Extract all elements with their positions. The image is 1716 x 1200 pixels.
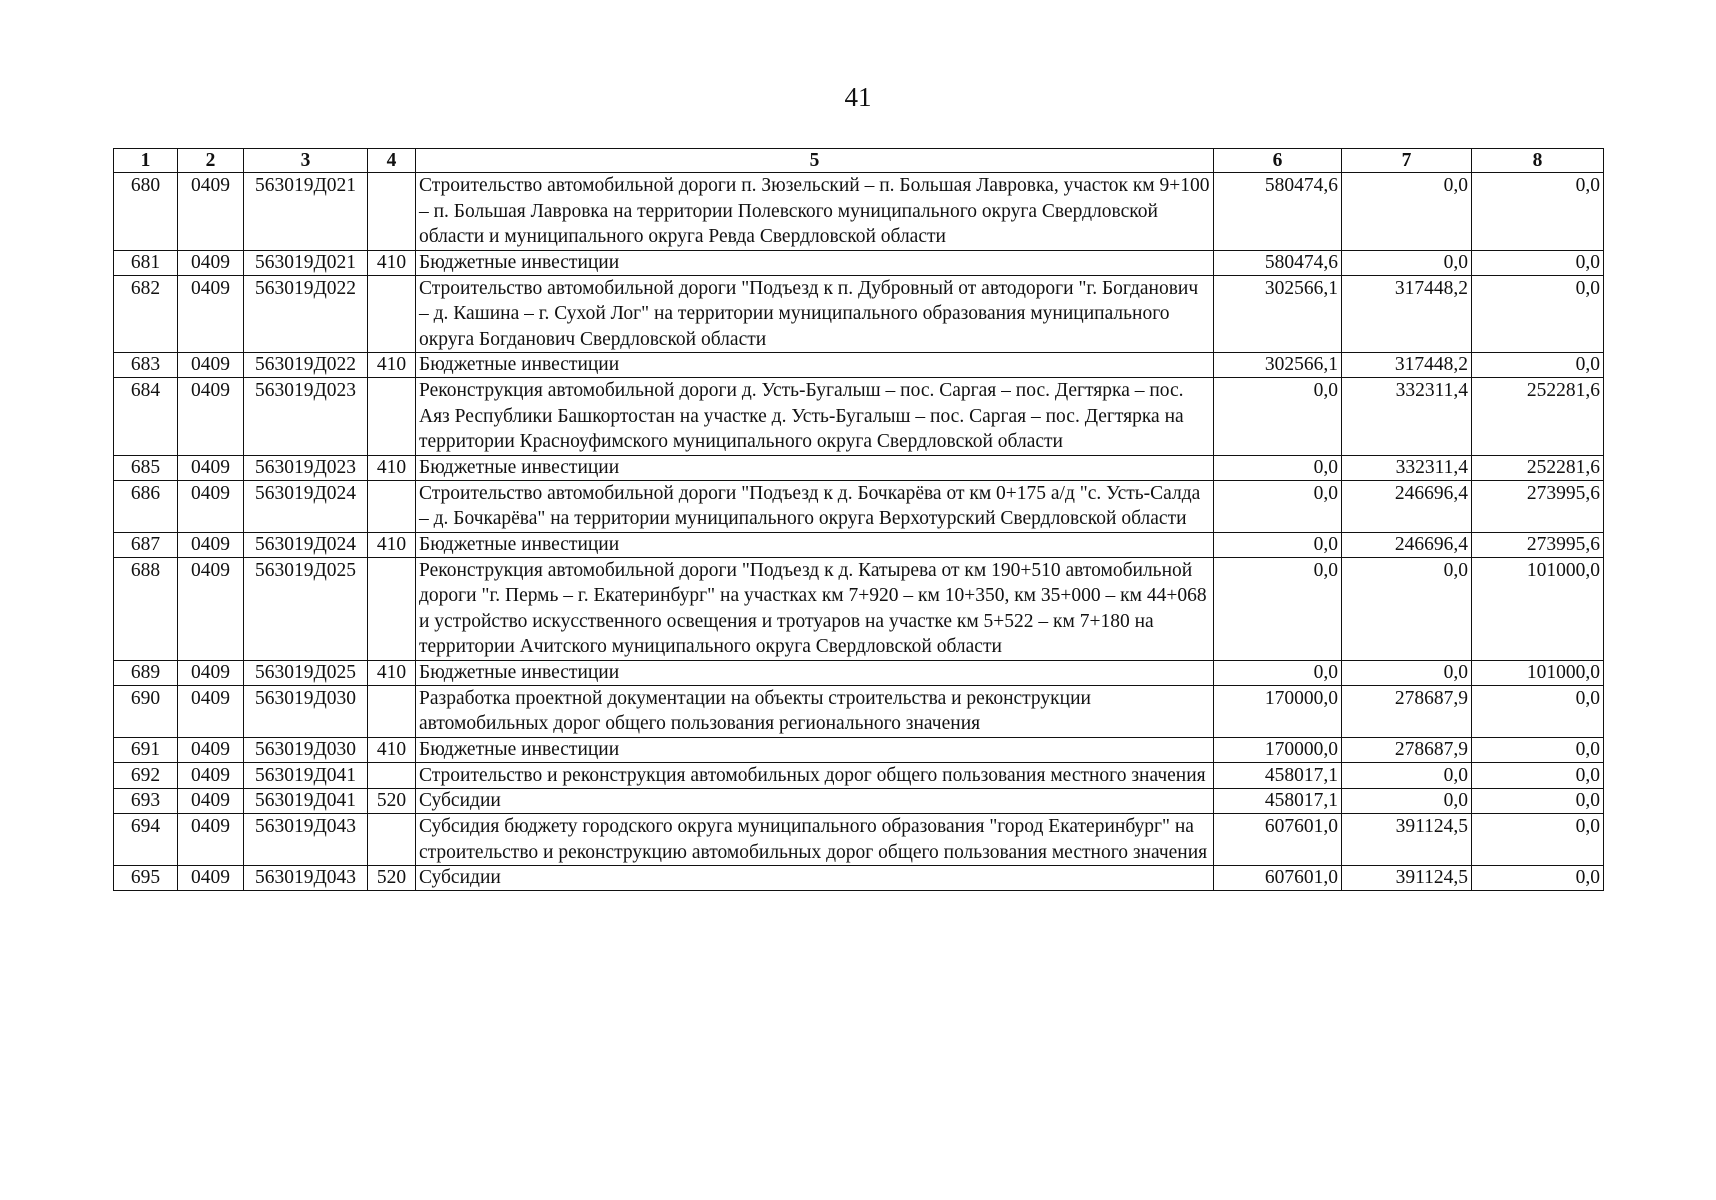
section-code-cell: 0409: [178, 353, 244, 378]
amount-col6-cell: 0,0: [1214, 557, 1342, 660]
table-row: [114, 737, 1604, 762]
header-row: [114, 149, 1604, 173]
amount-col8-cell: 0,0: [1472, 789, 1604, 814]
target-code-cell: 563019Д041: [244, 762, 368, 789]
expense-type-cell: 410: [368, 455, 416, 480]
row-number-cell: 687: [114, 532, 178, 557]
table-row: [114, 789, 1604, 814]
amount-col7-cell: 278687,9: [1342, 685, 1472, 737]
table-row: [114, 378, 1604, 456]
amount-col6-cell: 580474,6: [1214, 250, 1342, 275]
expense-type-cell: 520: [368, 789, 416, 814]
section-code-cell: 0409: [178, 762, 244, 789]
expense-type-cell: [368, 557, 416, 660]
section-code-cell: 0409: [178, 660, 244, 685]
amount-col7-cell: 332311,4: [1342, 378, 1472, 456]
column-header: 4: [368, 149, 416, 173]
description-cell: Строительство и реконструкция автомобильных дорог общего пользования местного значения: [416, 762, 1214, 789]
amount-col8-cell: 273995,6: [1472, 532, 1604, 557]
amount-col6-cell: 170000,0: [1214, 737, 1342, 762]
expense-type-cell: 410: [368, 532, 416, 557]
description-cell: Субсидии: [416, 789, 1214, 814]
amount-col7-cell: 391124,5: [1342, 814, 1472, 866]
row-number-cell: 693: [114, 789, 178, 814]
table-row: [114, 660, 1604, 685]
amount-col6-cell: 302566,1: [1214, 275, 1342, 353]
amount-col8-cell: 0,0: [1472, 685, 1604, 737]
amount-col7-cell: 0,0: [1342, 173, 1472, 251]
amount-col8-cell: 0,0: [1472, 814, 1604, 866]
amount-col7-cell: 0,0: [1342, 762, 1472, 789]
expense-type-cell: [368, 814, 416, 866]
expense-type-cell: 410: [368, 250, 416, 275]
row-number-cell: 680: [114, 173, 178, 251]
amount-col6-cell: 0,0: [1214, 660, 1342, 685]
expense-type-cell: [368, 173, 416, 251]
description-cell: Бюджетные инвестиции: [416, 660, 1214, 685]
amount-col6-cell: 0,0: [1214, 455, 1342, 480]
table-row: [114, 455, 1604, 480]
amount-col6-cell: 0,0: [1214, 480, 1342, 532]
description-cell: Разработка проектной документации на объекты строительства и реконструкции автомобильных дорог общего пользования регионального значения: [416, 685, 1214, 737]
amount-col7-cell: 0,0: [1342, 660, 1472, 685]
column-header: 1: [114, 149, 178, 173]
description-cell: Реконструкция автомобильной дороги "Подъезд к д. Катырева от км 190+510 автомобильной дороги "г. Пермь – г. Екатеринбург" на участках км 7+920 – км 10+350, км 35+000 – км 44+068 и устройство искусственного освещения и тротуаров на участке км 5+522 – км 7+180 на территории Ачитского муниципального округа Свердловской области: [416, 557, 1214, 660]
amount-col6-cell: 580474,6: [1214, 173, 1342, 251]
row-number-cell: 686: [114, 480, 178, 532]
description-cell: Бюджетные инвестиции: [416, 353, 1214, 378]
amount-col6-cell: 458017,1: [1214, 789, 1342, 814]
amount-col6-cell: 458017,1: [1214, 762, 1342, 789]
section-code-cell: 0409: [178, 532, 244, 557]
expense-type-cell: [368, 762, 416, 789]
description-cell: Реконструкция автомобильной дороги д. Усть-Бугалыш – пос. Саргая – пос. Дегтярка – пос. Аяз Республики Башкортостан на участке д. Усть-Бугалыш – пос. Саргая – пос. Дегтярка на территории Красноуфимского муниципального округа Свердловской области: [416, 378, 1214, 456]
table-row: [114, 866, 1604, 891]
table-row: [114, 762, 1604, 789]
section-code-cell: 0409: [178, 275, 244, 353]
section-code-cell: 0409: [178, 685, 244, 737]
amount-col7-cell: 391124,5: [1342, 866, 1472, 891]
target-code-cell: 563019Д022: [244, 353, 368, 378]
target-code-cell: 563019Д021: [244, 173, 368, 251]
row-number-cell: 692: [114, 762, 178, 789]
expense-type-cell: 410: [368, 353, 416, 378]
amount-col7-cell: 317448,2: [1342, 353, 1472, 378]
target-code-cell: 563019Д041: [244, 789, 368, 814]
row-number-cell: 689: [114, 660, 178, 685]
amount-col8-cell: 101000,0: [1472, 557, 1604, 660]
expense-type-cell: [368, 480, 416, 532]
amount-col8-cell: 0,0: [1472, 275, 1604, 353]
description-cell: Строительство автомобильной дороги п. Зюзельский – п. Большая Лавровка, участок км 9+100 – п. Большая Лавровка на территории Полевского муниципального округа Свердловской области и муниципального округа Ревда Свердловской области: [416, 173, 1214, 251]
target-code-cell: 563019Д043: [244, 814, 368, 866]
amount-col8-cell: 0,0: [1472, 250, 1604, 275]
page-number: 41: [844, 82, 872, 112]
target-code-cell: 563019Д030: [244, 737, 368, 762]
description-cell: Бюджетные инвестиции: [416, 737, 1214, 762]
amount-col6-cell: 302566,1: [1214, 353, 1342, 378]
table-row: [114, 353, 1604, 378]
expense-type-cell: 410: [368, 737, 416, 762]
amount-col7-cell: 0,0: [1342, 250, 1472, 275]
table-row: [114, 173, 1604, 251]
amount-col7-cell: 332311,4: [1342, 455, 1472, 480]
section-code-cell: 0409: [178, 250, 244, 275]
row-number-cell: 691: [114, 737, 178, 762]
description-cell: Субсидия бюджету городского округа муниципального образования "город Екатеринбург" на строительство и реконструкцию автомобильных дорог общего пользования местного значения: [416, 814, 1214, 866]
target-code-cell: 563019Д043: [244, 866, 368, 891]
amount-col8-cell: 0,0: [1472, 353, 1604, 378]
amount-col8-cell: 252281,6: [1472, 378, 1604, 456]
target-code-cell: 563019Д025: [244, 660, 368, 685]
section-code-cell: 0409: [178, 455, 244, 480]
amount-col7-cell: 317448,2: [1342, 275, 1472, 353]
table-row: [114, 275, 1604, 353]
budget-table: [113, 148, 1604, 891]
table-row: [114, 557, 1604, 660]
amount-col8-cell: 252281,6: [1472, 455, 1604, 480]
amount-col6-cell: 607601,0: [1214, 866, 1342, 891]
target-code-cell: 563019Д025: [244, 557, 368, 660]
amount-col8-cell: 0,0: [1472, 173, 1604, 251]
description-cell: Бюджетные инвестиции: [416, 250, 1214, 275]
table-row: [114, 480, 1604, 532]
target-code-cell: 563019Д030: [244, 685, 368, 737]
table-row: [114, 250, 1604, 275]
amount-col8-cell: 0,0: [1472, 866, 1604, 891]
description-cell: Строительство автомобильной дороги "Подъезд к д. Бочкарёва от км 0+175 а/д "с. Усть-Салда – д. Бочкарёва" на территории муниципального округа Верхотурский Свердловской области: [416, 480, 1214, 532]
amount-col8-cell: 101000,0: [1472, 660, 1604, 685]
table-row: [114, 685, 1604, 737]
section-code-cell: 0409: [178, 737, 244, 762]
amount-col6-cell: 0,0: [1214, 532, 1342, 557]
row-number-cell: 682: [114, 275, 178, 353]
column-header: 5: [416, 149, 1214, 173]
section-code-cell: 0409: [178, 789, 244, 814]
target-code-cell: 563019Д023: [244, 378, 368, 456]
section-code-cell: 0409: [178, 866, 244, 891]
column-header: 2: [178, 149, 244, 173]
section-code-cell: 0409: [178, 378, 244, 456]
expense-type-cell: 520: [368, 866, 416, 891]
target-code-cell: 563019Д024: [244, 532, 368, 557]
expense-type-cell: [368, 685, 416, 737]
amount-col8-cell: 273995,6: [1472, 480, 1604, 532]
amount-col6-cell: 170000,0: [1214, 685, 1342, 737]
column-header: 8: [1472, 149, 1604, 173]
amount-col6-cell: 607601,0: [1214, 814, 1342, 866]
row-number-cell: 695: [114, 866, 178, 891]
column-header: 3: [244, 149, 368, 173]
section-code-cell: 0409: [178, 173, 244, 251]
row-number-cell: 683: [114, 353, 178, 378]
column-header: 7: [1342, 149, 1472, 173]
target-code-cell: 563019Д024: [244, 480, 368, 532]
row-number-cell: 694: [114, 814, 178, 866]
row-number-cell: 688: [114, 557, 178, 660]
target-code-cell: 563019Д022: [244, 275, 368, 353]
amount-col8-cell: 0,0: [1472, 737, 1604, 762]
amount-col7-cell: 278687,9: [1342, 737, 1472, 762]
section-code-cell: 0409: [178, 557, 244, 660]
description-cell: Бюджетные инвестиции: [416, 532, 1214, 557]
amount-col7-cell: 0,0: [1342, 789, 1472, 814]
table-row: [114, 532, 1604, 557]
target-code-cell: 563019Д021: [244, 250, 368, 275]
amount-col7-cell: 0,0: [1342, 557, 1472, 660]
description-cell: Субсидии: [416, 866, 1214, 891]
column-header: 6: [1214, 149, 1342, 173]
expense-type-cell: [368, 275, 416, 353]
target-code-cell: 563019Д023: [244, 455, 368, 480]
expense-type-cell: 410: [368, 660, 416, 685]
amount-col8-cell: 0,0: [1472, 762, 1604, 789]
description-cell: Строительство автомобильной дороги "Подъезд к п. Дубровный от автодороги "г. Богданович – д. Кашина – г. Сухой Лог" на территории муниципального образования муниципального округа Богданович Свердловской области: [416, 275, 1214, 353]
section-code-cell: 0409: [178, 480, 244, 532]
row-number-cell: 684: [114, 378, 178, 456]
row-number-cell: 681: [114, 250, 178, 275]
expense-type-cell: [368, 378, 416, 456]
amount-col6-cell: 0,0: [1214, 378, 1342, 456]
description-cell: Бюджетные инвестиции: [416, 455, 1214, 480]
amount-col7-cell: 246696,4: [1342, 532, 1472, 557]
table-body: [114, 173, 1604, 891]
amount-col7-cell: 246696,4: [1342, 480, 1472, 532]
section-code-cell: 0409: [178, 814, 244, 866]
table-row: [114, 814, 1604, 866]
row-number-cell: 690: [114, 685, 178, 737]
row-number-cell: 685: [114, 455, 178, 480]
